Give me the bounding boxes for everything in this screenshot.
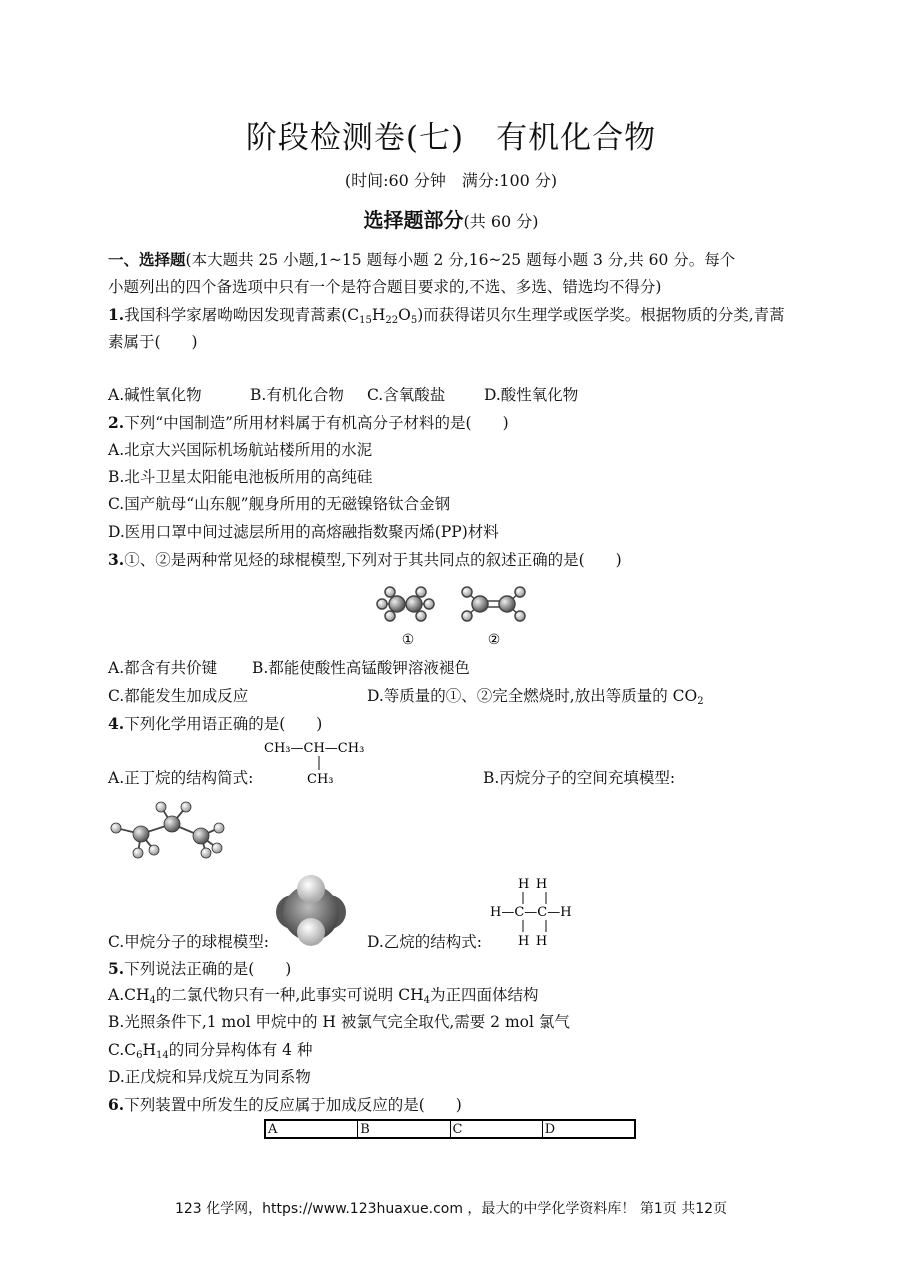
propane-ball-stick-model-icon	[104, 798, 229, 862]
exam-time-score: (时间:60 分钟 满分:100 分)	[344, 171, 558, 190]
q1-option-c: C.含氧酸盐	[367, 386, 446, 404]
q4-option-c: C.甲烷分子的球棍模型:	[108, 933, 269, 951]
svg-text:H H: H H	[518, 877, 548, 892]
q3-option-b: B.都能使酸性高锰酸钾溶液褪色	[252, 659, 470, 677]
q4-option-b: B.丙烷分子的空间充填模型:	[483, 769, 676, 787]
q2-option-d: D.医用口罩中间过滤层所用的高熔融指数聚丙烯(PP)材料	[108, 523, 499, 541]
part-intro-line1: 一、选择题(本大题共 25 小题,1~15 题每小题 2 分,16~25 题每小题 3 分,共 60 分。每个	[108, 250, 736, 269]
q6-table-header-a: A	[268, 1122, 278, 1137]
q6-table-header-d: D	[542, 1121, 634, 1137]
part-heading: 一、选择题	[108, 250, 186, 269]
svg-text:CH₃: CH₃	[307, 772, 334, 787]
q2-stem: 2.下列“中国制造”所用材料属于有机高分子材料的是( )	[108, 413, 509, 432]
section-title	[0, 204, 902, 233]
q6-table-header-b: B	[357, 1121, 449, 1137]
q6-options-table	[264, 1119, 636, 1139]
n-butane-condensed-formula	[262, 736, 382, 788]
q3-option-c: C.都能发生加成反应	[108, 687, 249, 705]
ethane-structural-formula	[488, 874, 584, 952]
part-intro-line2: 小题列出的四个备选项中只有一个是符合题目要求的,不选、多选、错选均不得分)	[108, 278, 662, 296]
q5-option-d: D.正戊烷和异戊烷互为同系物	[108, 1068, 311, 1086]
svg-text:H—C—C—H: H—C—C—H	[490, 905, 572, 920]
methane-model-icon	[270, 872, 352, 952]
ethylene-model-icon	[462, 587, 525, 621]
q1-stem: 1.我国科学家屠呦呦因发现青蒿素$(C_{15}H_{22}O_5)$而获得诺贝尔生理学或医学奖。根据物质的分类,青蒿	[108, 305, 785, 326]
q4-stem: 4.下列化学用语正确的是( )	[108, 714, 323, 733]
q2-option-a: A.北京大兴国际机场航站楼所用的水泥	[108, 441, 373, 459]
q2-option-b: B.北斗卫星太阳能电池板所用的高纯硅	[108, 468, 373, 486]
q3-label-1: ①	[401, 632, 415, 648]
q3-option-d: D.等质量的①、②完全燃烧时,放出等质量的 $CO_2$	[367, 687, 704, 707]
q4-option-a: A.正丁烷的结构简式:	[108, 769, 254, 787]
q1-option-a: A.碱性氧化物	[108, 386, 202, 404]
ethane-model-icon	[377, 587, 434, 621]
q3-ball-stick-models	[370, 582, 540, 652]
page-footer: 123 化学网，https://www.123huaxue.com ，最大的中学化学资料库！ 第1页 共12页	[174, 1201, 728, 1217]
q5-option-c: $C.C_6H_{14}$的同分异构体有 4 种	[108, 1041, 313, 1061]
q1-option-d: D.酸性氧化物	[484, 386, 579, 404]
svg-text:H H: H H	[518, 934, 548, 949]
q2-option-c: C.国产航母“山东舰”舰身所用的无磁镍铬钛合金钢	[108, 495, 451, 513]
section-name: 选择题部分	[363, 208, 464, 232]
q1-stem-line2: 素属于( )	[108, 333, 198, 351]
q5-option-b: B.光照条件下,1 mol 甲烷中的 H 被氯气完全取代,需要 2 mol 氯气	[108, 1013, 570, 1031]
page-title: 阶段检测卷(七) 有机化合物	[245, 120, 657, 156]
q6-stem: 6.下列装置中所发生的反应属于加成反应的是( )	[108, 1095, 462, 1114]
svg-text:CH₃—CH—CH₃: CH₃—CH—CH₃	[264, 741, 365, 756]
q1-option-b: B.有机化合物	[250, 386, 344, 404]
q3-option-a: A.都含有共价键	[108, 659, 218, 677]
q3-label-2: ②	[487, 632, 501, 648]
section-points: (共 60 分)	[463, 212, 539, 231]
q3-stem: 3.①、②是两种常见烃的球棍模型,下列对于其共同点的叙述正确的是( )	[108, 550, 622, 569]
q5-stem: 5.下列说法正确的是( )	[108, 959, 292, 978]
q6-table-header-c: C	[450, 1121, 542, 1137]
q4-option-d: D.乙烷的结构式:	[367, 933, 483, 951]
q5-option-a: $A.CH_4$的二氯代物只有一种,此事实可说明 $CH_4$为正四面体结构	[108, 986, 539, 1006]
